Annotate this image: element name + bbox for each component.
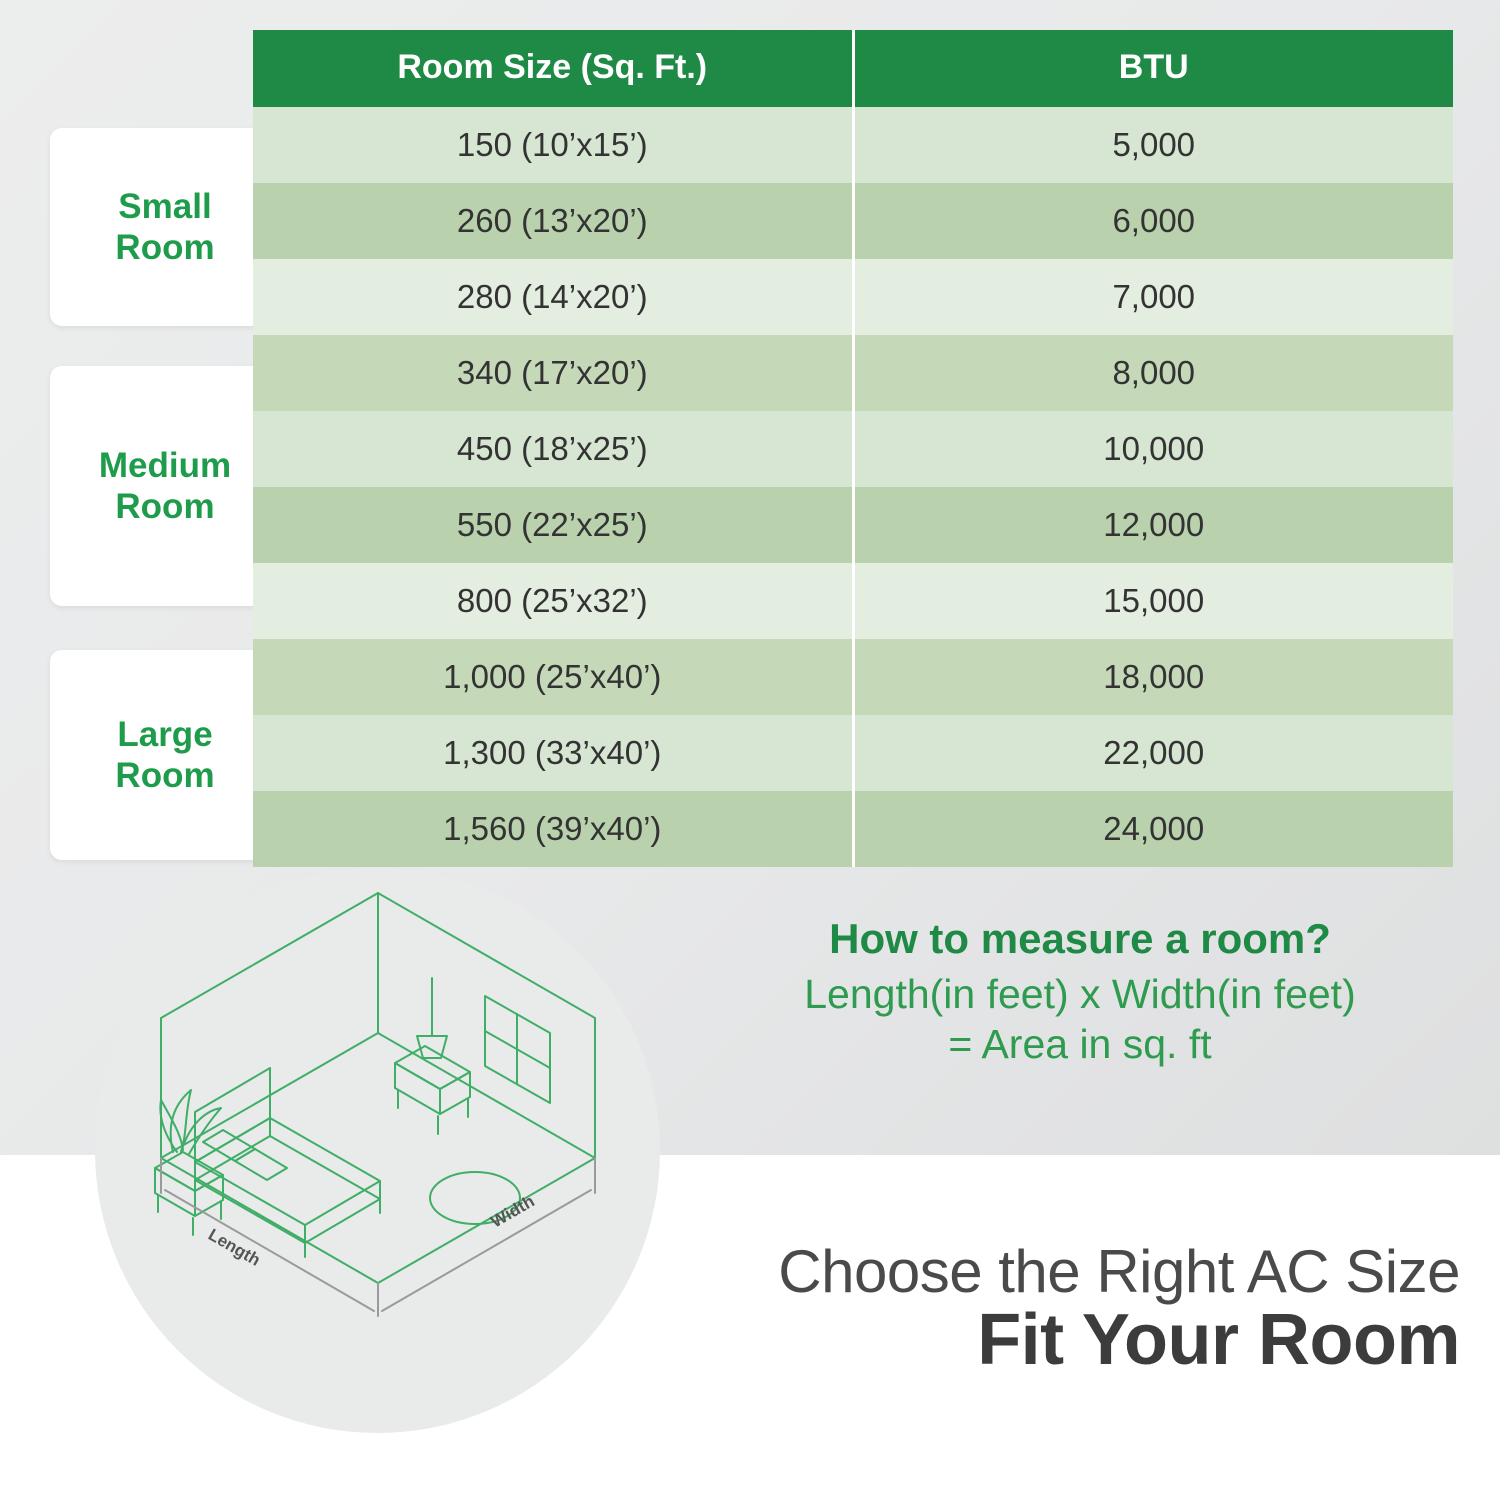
category-label-large-line1: Large — [117, 714, 213, 754]
category-tab-large-room — [50, 650, 280, 860]
category-tab-medium-room — [50, 366, 280, 606]
btu-sizing-table — [253, 30, 1453, 867]
category-label-small-line2: Room — [115, 228, 215, 267]
cell-room-size: 340 (17’x20’) — [253, 335, 853, 411]
table-row — [253, 107, 1453, 183]
cell-room-size: 260 (13’x20’) — [253, 183, 853, 259]
category-tab-small-room — [50, 128, 280, 326]
cell-btu: 24,000 — [853, 791, 1453, 867]
headline-block — [620, 1240, 1460, 1379]
room-illustration-circle — [95, 868, 660, 1433]
headline-line1: Choose the Right AC Size — [778, 1238, 1460, 1305]
cell-btu: 15,000 — [853, 563, 1453, 639]
cell-btu: 6,000 — [853, 183, 1453, 259]
cell-room-size: 450 (18’x25’) — [253, 411, 853, 487]
column-header-btu: BTU — [853, 30, 1453, 107]
cell-room-size: 1,000 (25’x40’) — [253, 639, 853, 715]
cell-btu: 10,000 — [853, 411, 1453, 487]
cell-room-size: 550 (22’x25’) — [253, 487, 853, 563]
column-header-room-size: Room Size (Sq. Ft.) — [253, 30, 853, 107]
length-dimension-label: Length — [205, 1225, 264, 1270]
cell-room-size: 1,560 (39’x40’) — [253, 791, 853, 867]
cell-btu: 22,000 — [853, 715, 1453, 791]
cell-room-size: 800 (25’x32’) — [253, 563, 853, 639]
table-row — [253, 639, 1453, 715]
category-label-medium-line2: Room — [115, 487, 215, 526]
table-row — [253, 563, 1453, 639]
cell-room-size: 150 (10’x15’) — [253, 107, 853, 183]
cell-room-size: 280 (14’x20’) — [253, 259, 853, 335]
cell-btu: 8,000 — [853, 335, 1453, 411]
cell-btu: 12,000 — [853, 487, 1453, 563]
headline-line2: Fit Your Room — [977, 1300, 1460, 1380]
cell-room-size: 1,300 (33’x40’) — [253, 715, 853, 791]
how-to-measure-block — [690, 915, 1470, 1069]
table-row — [253, 791, 1453, 867]
table-row — [253, 183, 1453, 259]
category-label-medium-line1: Medium — [98, 445, 232, 485]
table-row — [253, 487, 1453, 563]
table-row — [253, 335, 1453, 411]
room-illustration — [95, 868, 660, 1433]
measure-formula-line2: = Area in sq. ft — [948, 1021, 1212, 1068]
measure-title: How to measure a room? — [829, 915, 1331, 962]
table-row — [253, 715, 1453, 791]
table-row — [253, 411, 1453, 487]
cell-btu: 5,000 — [853, 107, 1453, 183]
width-dimension-label: Width — [487, 1191, 538, 1232]
category-label-large-line2: Room — [115, 756, 215, 795]
measure-formula-line1: Length(in feet) x Width(in feet) — [804, 971, 1356, 1017]
table-header-row — [253, 30, 1453, 107]
table-row — [253, 259, 1453, 335]
cell-btu: 18,000 — [853, 639, 1453, 715]
category-label-small-line1: Small — [118, 186, 212, 226]
cell-btu: 7,000 — [853, 259, 1453, 335]
